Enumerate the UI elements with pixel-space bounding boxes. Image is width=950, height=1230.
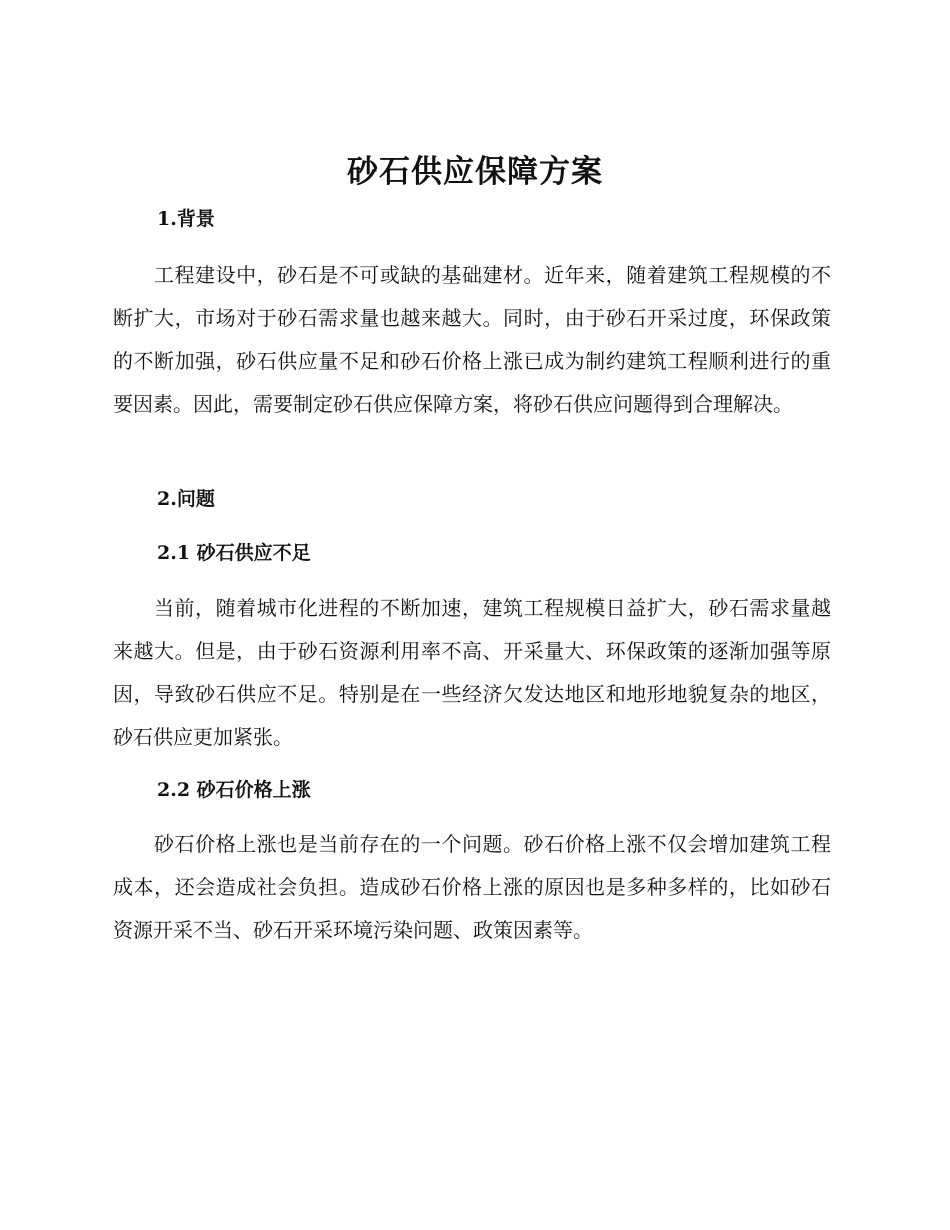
paragraph-background: 工程建设中，砂石是不可或缺的基础建材。近年来，随着建筑工程规模的不断扩大，市场对于砂石需求量也越来越大。同时，由于砂石开采过度，环保政策的不断加强，砂石供应量不足和砂石价格上涨已成为制约建筑工程顺利进行的重要因素。因此，需要制定砂石供应保障方案，将砂石供应问题得到合理解决。 xyxy=(113,263,831,416)
document-title: 砂石供应保障方案 xyxy=(347,154,603,190)
section-heading-price: 2.2 砂石价格上涨 xyxy=(157,779,311,801)
section-heading-problems: 2.问题 xyxy=(157,488,215,510)
paragraph-price: 砂石价格上涨也是当前存在的一个问题。砂石价格上涨不仅会增加建筑工程成本，还会造成社会负担。造成砂石价格上涨的原因也是多种多样的，比如砂石资源开采不当、砂石开采环境污染问题、政策因素等。 xyxy=(113,832,831,942)
section-heading-shortage: 2.1 砂石供应不足 xyxy=(157,542,311,564)
paragraph-shortage: 当前，随着城市化进程的不断加速，建筑工程规模日益扩大，砂石需求量越来越大。但是，由于砂石资源利用率不高、开采量大、环保政策的逐渐加强等原因，导致砂石供应不足。特别是在一些经济欠发达地区和地形地貌复杂的地区，砂石供应更加紧张。 xyxy=(113,596,831,749)
section-heading-background: 1.背景 xyxy=(157,208,215,230)
